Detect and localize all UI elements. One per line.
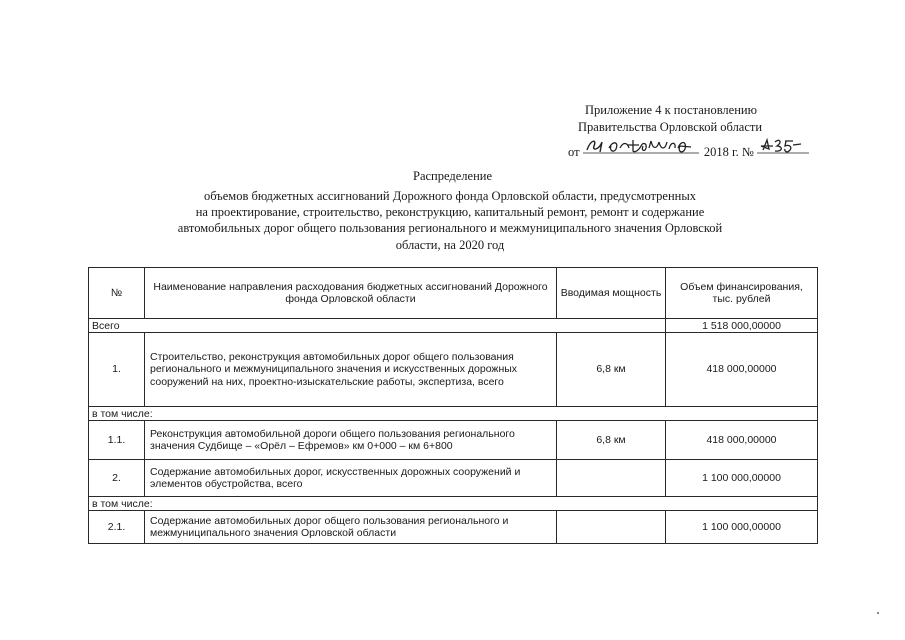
row-name: Строительство, реконструкция автомобильных дорог общего пользования регионального и межмуниципального значения и искусственных дорожных сооружений на них, проектно-изыскательские работы, экспертиза, всего bbox=[145, 333, 557, 407]
table-row bbox=[89, 511, 818, 544]
section-row bbox=[89, 407, 818, 421]
total-label: Всего bbox=[89, 319, 666, 333]
row-amount: 418 000,00000 bbox=[666, 333, 818, 407]
row-capacity bbox=[557, 511, 666, 544]
row-num: 1.1. bbox=[89, 421, 145, 460]
row-num: 2.1. bbox=[89, 511, 145, 544]
appendix-line-1: Приложение 4 к постановлению bbox=[585, 103, 757, 117]
handwritten-date-signature bbox=[583, 136, 701, 161]
header-amount: Объем финансирования, тыс. рублей bbox=[666, 268, 818, 319]
row-capacity: 6,8 км bbox=[557, 421, 666, 460]
section-label: в том числе: bbox=[89, 407, 818, 421]
row-amount: 418 000,00000 bbox=[666, 421, 818, 460]
table-row bbox=[89, 333, 818, 407]
row-name: Реконструкция автомобильной дороги общего пользования регионального значения Судбище – «Орёл – Ефремов» км 0+000 – км 6+800 bbox=[145, 421, 557, 460]
appendix-date-line bbox=[568, 136, 815, 161]
table-header-row bbox=[89, 268, 818, 319]
document-heading: Распределение bbox=[413, 169, 492, 183]
section-row bbox=[89, 497, 818, 511]
header-num: № bbox=[89, 268, 145, 319]
header-name: Наименование направления расходования бюджетных ассигнований Дорожного фонда Орловской области bbox=[145, 268, 557, 319]
appendix-year-number: 2018 г. № bbox=[703, 145, 754, 159]
row-capacity bbox=[557, 460, 666, 497]
total-row bbox=[89, 319, 818, 333]
subtitle-line-2: на проектирование, строительство, реконструкцию, капитальный ремонт, ремонт и содержание bbox=[195, 205, 705, 220]
appendix-date-prefix: от bbox=[568, 145, 580, 159]
subtitle-line-3: автомобильных дорог общего пользования регионального и межмуниципального значения Орловской bbox=[177, 221, 723, 236]
row-num: 1. bbox=[89, 333, 145, 407]
table-row bbox=[89, 421, 818, 460]
row-name: Содержание автомобильных дорог общего пользования регионального и межмуниципального значения Орловской области bbox=[145, 511, 557, 544]
table-row bbox=[89, 460, 818, 497]
budget-allocation-table bbox=[88, 267, 818, 544]
row-capacity: 6,8 км bbox=[557, 333, 666, 407]
handwritten-number-signature bbox=[757, 136, 815, 161]
row-amount: 1 100 000,00000 bbox=[666, 460, 818, 497]
subtitle-line-1: объемов бюджетных ассигнований Дорожного фонда Орловской области, предусмотренных bbox=[204, 189, 696, 203]
subtitle-line-4: области, на 2020 год bbox=[395, 237, 505, 252]
row-amount: 1 100 000,00000 bbox=[666, 511, 818, 544]
row-name: Содержание автомобильных дорог, искусственных дорожных сооружений и элементов обустройства, всего bbox=[145, 460, 557, 497]
row-num: 2. bbox=[89, 460, 145, 497]
document-subtitle bbox=[0, 188, 900, 253]
scan-speck bbox=[877, 612, 879, 614]
header-capacity: Вводимая мощность bbox=[557, 268, 666, 319]
appendix-line-2: Правительства Орловской области bbox=[578, 120, 763, 134]
section-label: в том числе: bbox=[89, 497, 818, 511]
total-amount: 1 518 000,00000 bbox=[666, 319, 818, 333]
